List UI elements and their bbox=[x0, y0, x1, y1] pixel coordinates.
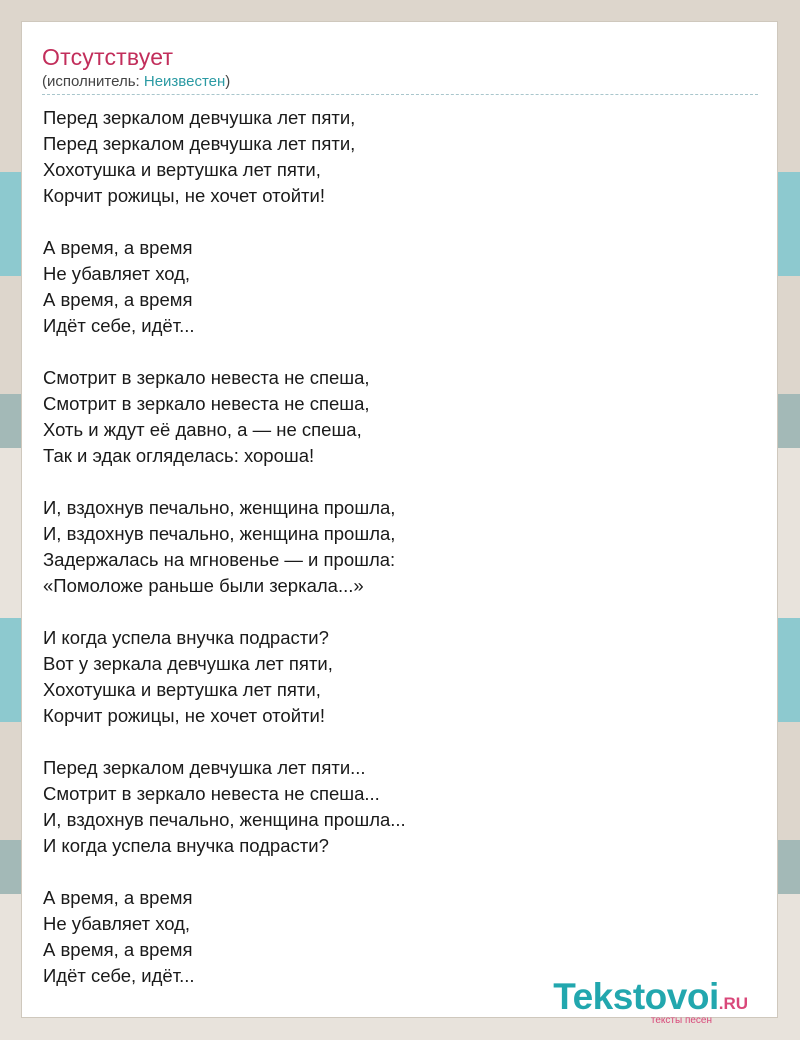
performer-line bbox=[42, 73, 230, 90]
lyrics-text: Перед зеркалом девчушка лет пяти, Перед зеркалом девчушка лет пяти, Хохотушка и вертушка лет пяти, Корчит рожицы, не хочет отойти! А время, а время Не убавляет ход, А время, а время Идёт себе, идёт... Смотрит в зеркало невеста не спеша, Смотрит в зеркало невеста не спеша, Хоть и ждут её давно, а — не спеша, Так и эдак огляделась: хороша! И, вздохнув печально, женщина прошла, И, вздохнув печально, женщина прошла, Задержалась на мгновенье — и прошла: «Помоложе раньше были зеркала...» И когда успела внучка подрасти? Вот у зеркала девчушка лет пяти, Хохотушка и вертушка лет пяти, Корчит рожицы, не хочет отойти! Перед зеркалом девчушка лет пяти... Смотрит в зеркало невеста не спеша... И, вздохнув печально, женщина прошла... И когда успела внучка подрасти? А время, а время Не убавляет ход, А время, а время Идёт себе, идёт... bbox=[43, 107, 406, 986]
performer-link[interactable]: Неизвестен bbox=[143, 73, 226, 90]
site-logo[interactable] bbox=[553, 976, 748, 1026]
logo-tld: .RU bbox=[718, 994, 748, 1013]
performer-suffix: ) bbox=[225, 73, 231, 90]
performer-prefix: (исполнитель: bbox=[42, 73, 144, 90]
lyrics-card bbox=[21, 21, 778, 1026]
title-divider bbox=[42, 94, 758, 95]
song-title: Отсутствует bbox=[42, 44, 174, 70]
logo-tagline: тексты песен bbox=[650, 1015, 712, 1026]
logo-name: Tekstovoi bbox=[553, 976, 719, 1017]
